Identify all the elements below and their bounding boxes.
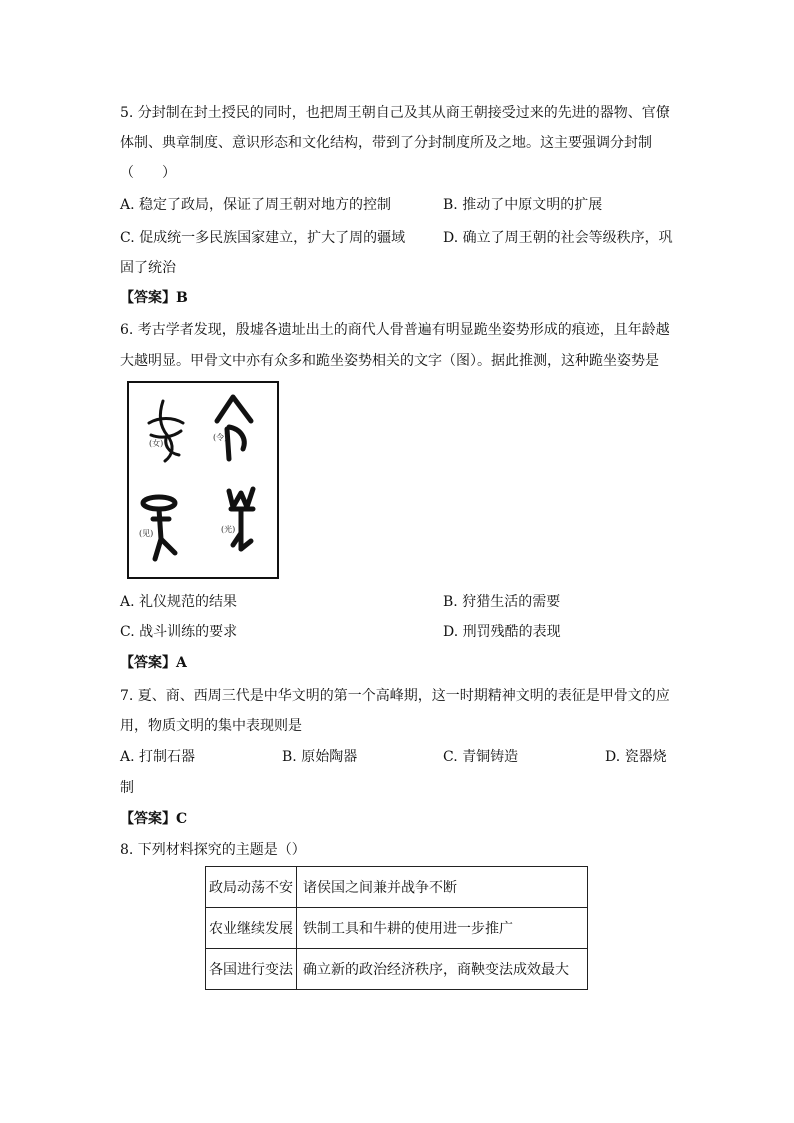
q5-blank: （ ）	[120, 165, 176, 181]
q7-option-d-cont: 制	[120, 780, 134, 796]
q5-answer: 【答案】B	[120, 290, 188, 306]
q6-option-d: D. 刑罚残酷的表现	[443, 624, 561, 640]
table-cell-topic: 农业继续发展	[206, 908, 297, 949]
glyph-nv	[149, 401, 183, 461]
q7-answer: 【答案】C	[120, 811, 188, 827]
table-row	[206, 949, 588, 990]
q8-stem: 8. 下列材料探究的主题是（）	[120, 842, 306, 858]
table-cell-detail: 铁制工具和牛耕的使用进一步推广	[297, 908, 588, 949]
q5-option-d: D. 确立了周王朝的社会等级秩序，巩	[443, 230, 673, 246]
q7-stem-line2: 用，物质文明的集中表现则是	[120, 718, 302, 734]
glyph-label-jian: (见)	[139, 529, 154, 538]
table-row	[206, 867, 588, 908]
table-cell-topic: 各国进行变法	[206, 949, 297, 990]
q7-stem-line1: 7. 夏、商、西周三代是中华文明的第一个高峰期，这一时期精神文明的表征是甲骨文的应	[120, 688, 670, 704]
q7-option-d: D. 瓷器烧	[605, 749, 667, 765]
glyph-label-nv: (女)	[149, 439, 164, 448]
q5-option-c: C. 促成统一多民族国家建立，扩大了周的疆域	[120, 230, 406, 246]
q5-stem-line1: 5. 分封制在封土授民的同时，也把周王朝自己及其从商王朝接受过来的先进的器物、官僚	[120, 105, 670, 121]
q6-option-b: B. 狩猎生活的需要	[443, 594, 561, 610]
table-cell-detail: 确立新的政治经济秩序，商鞅变法成效最大	[297, 949, 588, 990]
glyph-jian	[143, 497, 175, 559]
glyph-guang	[229, 489, 253, 549]
oracle-bone-figure	[127, 381, 279, 579]
q8-material-table	[205, 866, 588, 990]
q5-stem-line2: 体制、典章制度、意识形态和文化结构，带到了分封制度所及之地。这主要强调分封制	[120, 135, 652, 151]
q6-option-a: A. 礼仪规范的结果	[120, 594, 238, 610]
oracle-glyphs	[129, 383, 277, 577]
table-cell-detail: 诸侯国之间兼并战争不断	[297, 867, 588, 908]
q6-option-c: C. 战斗训练的要求	[120, 624, 238, 640]
q5-option-d-cont: 固了统治	[120, 260, 176, 276]
table-cell-topic: 政局动荡不安	[206, 867, 297, 908]
q6-answer: 【答案】A	[120, 655, 187, 671]
glyph-label-guang: (光)	[221, 525, 236, 534]
q5-option-b: B. 推动了中原文明的扩展	[443, 197, 603, 213]
q6-stem-line2: 大越明显。甲骨文中亦有众多和跪坐姿势相关的文字（图）。据此推测，这种跪坐姿势是	[120, 353, 659, 369]
glyph-ling	[217, 397, 251, 459]
table-row	[206, 908, 588, 949]
q5-option-a: A. 稳定了政局，保证了周王朝对地方的控制	[120, 197, 392, 213]
glyph-label-ling: (令)	[213, 433, 228, 442]
q7-option-b: B. 原始陶器	[282, 749, 358, 765]
q7-option-c: C. 青铜铸造	[443, 749, 519, 765]
q6-stem-line1: 6. 考古学者发现，殷墟各遗址出土的商代人骨普遍有明显跪坐姿势形成的痕迹，且年龄越	[120, 322, 670, 338]
q7-option-a: A. 打制石器	[120, 749, 196, 765]
